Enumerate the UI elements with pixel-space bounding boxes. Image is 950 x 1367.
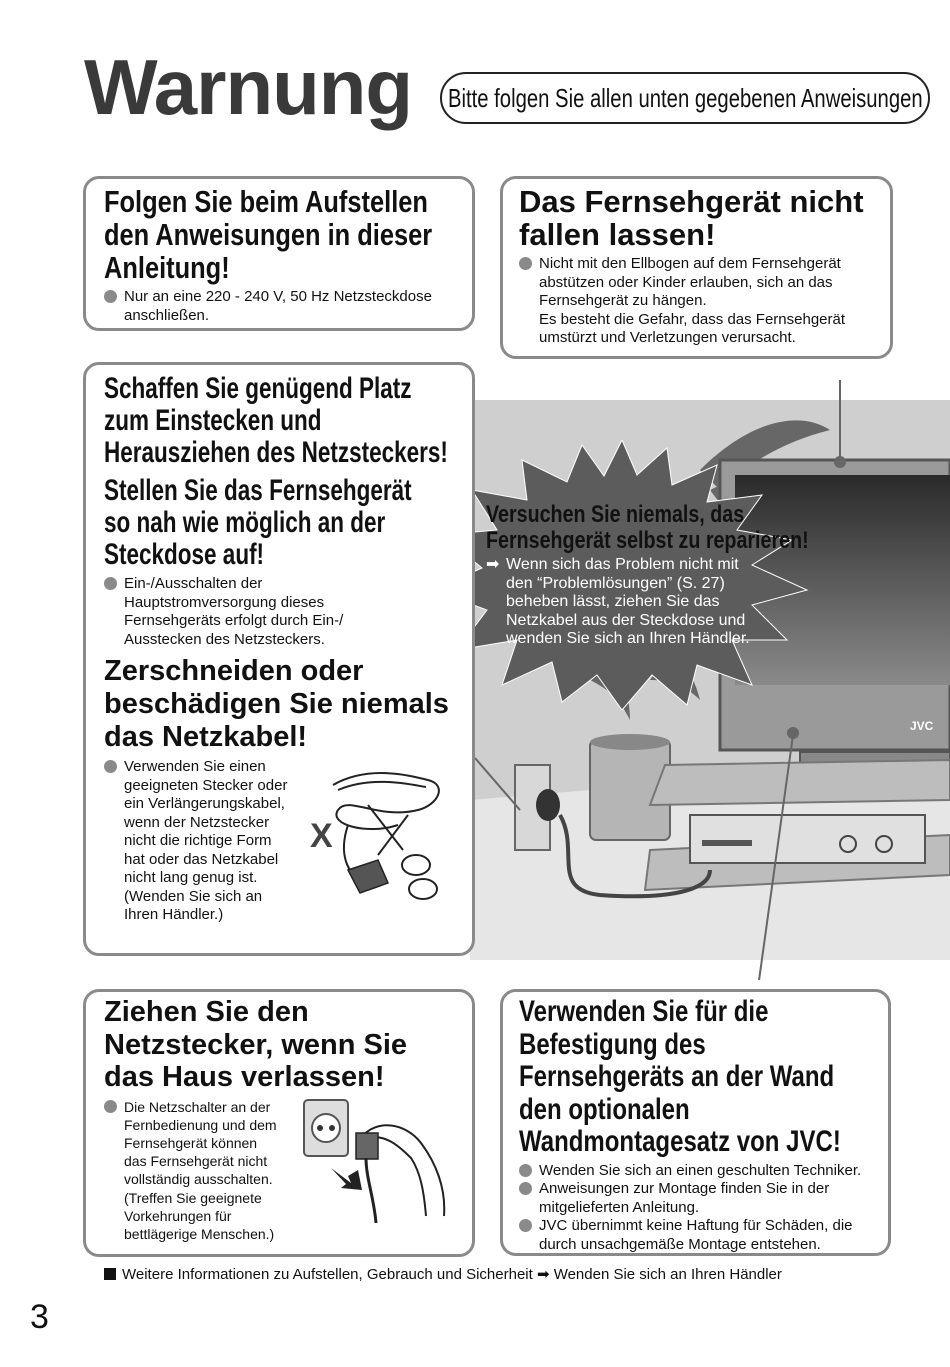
box-wall-bullet <box>519 1180 872 1217</box>
burst-text-line: Wenn sich das Problem nicht mit <box>506 556 739 573</box>
box-setup-heading-line: Folgen Sie beim Aufstellen <box>104 184 428 219</box>
box-power-heading3-line: beschädigen Sie niemals <box>104 688 449 720</box>
box-wall-heading-line: Wandmontagesatz von JVC! <box>519 1125 841 1158</box>
bullet-line: Verwenden Sie einen <box>124 758 266 775</box>
bullet-line: vollständig ausschalten. <box>124 1171 273 1188</box>
box-setup-heading-line: den Anweisungen in dieser <box>104 217 433 252</box>
bullet-line: Wenden Sie sich an einen geschulten Techniker. <box>539 1161 862 1179</box>
bullet-line: Fernsehgeräts erfolgt durch Ein-/ <box>124 612 344 629</box>
bullet-line: Hauptstromversorgung dieses <box>124 593 325 611</box>
box-power-heading2-line: so nah wie möglich an der <box>104 506 386 539</box>
burst-heading-line: Versuchen Sie niemals, das <box>486 501 745 528</box>
box-setup-instructions <box>83 176 475 331</box>
bullet-line: Fernbedienung und dem <box>124 1116 277 1133</box>
x-mark-icon: X <box>310 817 333 855</box>
square-bullet-icon <box>104 1268 116 1280</box>
bullet-line: Fernsehgerät können <box>124 1134 258 1151</box>
unplug-illustration <box>296 1098 456 1223</box>
burst-text-line: beheben lässt, ziehen Sie das <box>506 593 720 610</box>
bullet-line: Nicht mit den Ellbogen auf dem Fernsehgerät <box>539 255 841 272</box>
footer-text: Weitere Informationen zu Aufstellen, Gebrauch und Sicherheit ➡ Wenden Sie sich an Ihren Händler <box>122 1266 782 1283</box>
box-power-bullet1 <box>104 575 454 649</box>
bullet-line: (Wenden Sie sich an <box>124 887 263 905</box>
bullet-line: abstützen oder Kinder erlauben, sich an das <box>539 273 833 291</box>
box-wall-heading-line: Fernsehgeräts an der Wand <box>519 1060 835 1093</box>
box-wall-heading-line: Verwenden Sie für die <box>519 995 769 1028</box>
box-wall-mount <box>500 989 891 1256</box>
bullet-line: geeigneten Stecker oder <box>124 776 288 794</box>
box-power-heading1-line: zum Einstecken und <box>104 404 322 437</box>
bullet-line: hat oder das Netzkabel <box>124 850 279 868</box>
box-fall-heading-line: Das Fernsehgerät nicht <box>519 184 864 219</box>
box-wall-heading-line: Befestigung des <box>519 1027 706 1061</box>
box-do-not-drop <box>500 176 893 359</box>
bullet-line: das Fernsehgerät nicht <box>124 1153 268 1170</box>
bullet-line: ein Verlängerungskabel, <box>124 795 285 812</box>
bullet-line: nicht lang genug ist. <box>124 869 258 886</box>
box-wall-bullet <box>519 1217 872 1254</box>
box-fall-bullet <box>519 255 874 348</box>
arrow-right-icon: ➡ <box>486 556 500 573</box>
bullet-line: durch unsachgemäße Montage entstehen. <box>539 1235 821 1253</box>
box-power-bullet2 <box>104 758 324 925</box>
box-power-heading3-line: das Netzkabel! <box>104 721 308 753</box>
burst-text-line: Netzkabel aus der Steckdose und <box>506 611 746 629</box>
burst-heading-line: Fernsehgerät selbst zu reparieren! <box>486 527 809 554</box>
footer-note <box>104 1265 782 1283</box>
box-wall-bullet <box>519 1162 872 1181</box>
subtitle-text: Bitte folgen Sie allen unten gegebenen Anweisungen <box>447 82 923 113</box>
box-unplug-heading-line: das Haus verlassen! <box>104 1061 385 1093</box>
box-power-heading1-line: Herausziehen des Netzsteckers! <box>104 436 448 469</box>
box-power-heading2-line: Stellen Sie das Fernsehgerät <box>104 474 412 507</box>
bullet-line: mitgelieferten Anleitung. <box>539 1198 700 1216</box>
bullet-line: Vorkehrungen für <box>124 1207 232 1224</box>
box-unplug-bullet <box>104 1098 314 1244</box>
box-power-heading1-line: Schaffen Sie genügend Platz <box>104 372 412 405</box>
plug-icon <box>348 860 388 893</box>
cut-cable-illustration <box>308 765 458 905</box>
bullet-line: nicht die richtige Form <box>124 832 272 849</box>
bullet-line: wenn der Netzstecker <box>124 813 270 831</box>
bullet-line: (Treffen Sie geeignete <box>124 1189 262 1206</box>
bullet-line: Fernsehgerät zu hängen. <box>539 292 707 309</box>
box-unplug-heading-line: Ziehen Sie den <box>104 996 309 1028</box>
box-setup-heading-line: Anleitung! <box>104 250 230 285</box>
box-setup-bullet <box>104 288 454 325</box>
burst-text-line: den “Problemlösungen” (S. 27) <box>506 574 725 592</box>
bullet-line: JVC übernimmt keine Haftung für Schäden, die <box>539 1217 853 1234</box>
bullet-line: Ausstecken des Netzsteckers. <box>124 630 325 648</box>
bullet-line: umstürzt und Verletzungen verursacht. <box>539 329 796 346</box>
bullet-line: anschließen. <box>124 306 210 324</box>
box-power-heading3-line: Zerschneiden oder <box>104 655 364 687</box>
box-fall-heading-line: fallen lassen! <box>519 217 716 252</box>
box-wall-heading-line: den optionalen <box>519 1092 690 1126</box>
bullet-line: Anweisungen zur Montage finden Sie in der <box>539 1180 830 1197</box>
subtitle-pill <box>440 72 930 124</box>
burst-text-block <box>486 501 809 649</box>
box-power-heading2-line: Steckdose auf! <box>104 538 265 571</box>
bullet-line: Nur an eine 220 - 240 V, 50 Hz Netzsteckdose <box>124 288 432 305</box>
bullet-line: Es besteht die Gefahr, dass das Fernsehgerät <box>539 310 846 328</box>
tv-brand-logo: JVC <box>910 719 934 733</box>
bullet-line: Die Netzschalter an der <box>124 1098 271 1115</box>
page-title: Warnung <box>84 43 413 131</box>
bullet-line: bettlägerige Menschen.) <box>124 1225 275 1242</box>
page-number: 3 <box>30 1298 49 1336</box>
burst-text-line: wenden Sie sich an Ihren Händler. <box>506 630 750 647</box>
bullet-line: Ihren Händler.) <box>124 906 224 923</box>
bullet-line: Ein-/Ausschalten der <box>124 575 263 592</box>
box-unplug-heading-line: Netzstecker, wenn Sie <box>104 1028 408 1061</box>
arrow-down-right-icon <box>331 1168 362 1190</box>
